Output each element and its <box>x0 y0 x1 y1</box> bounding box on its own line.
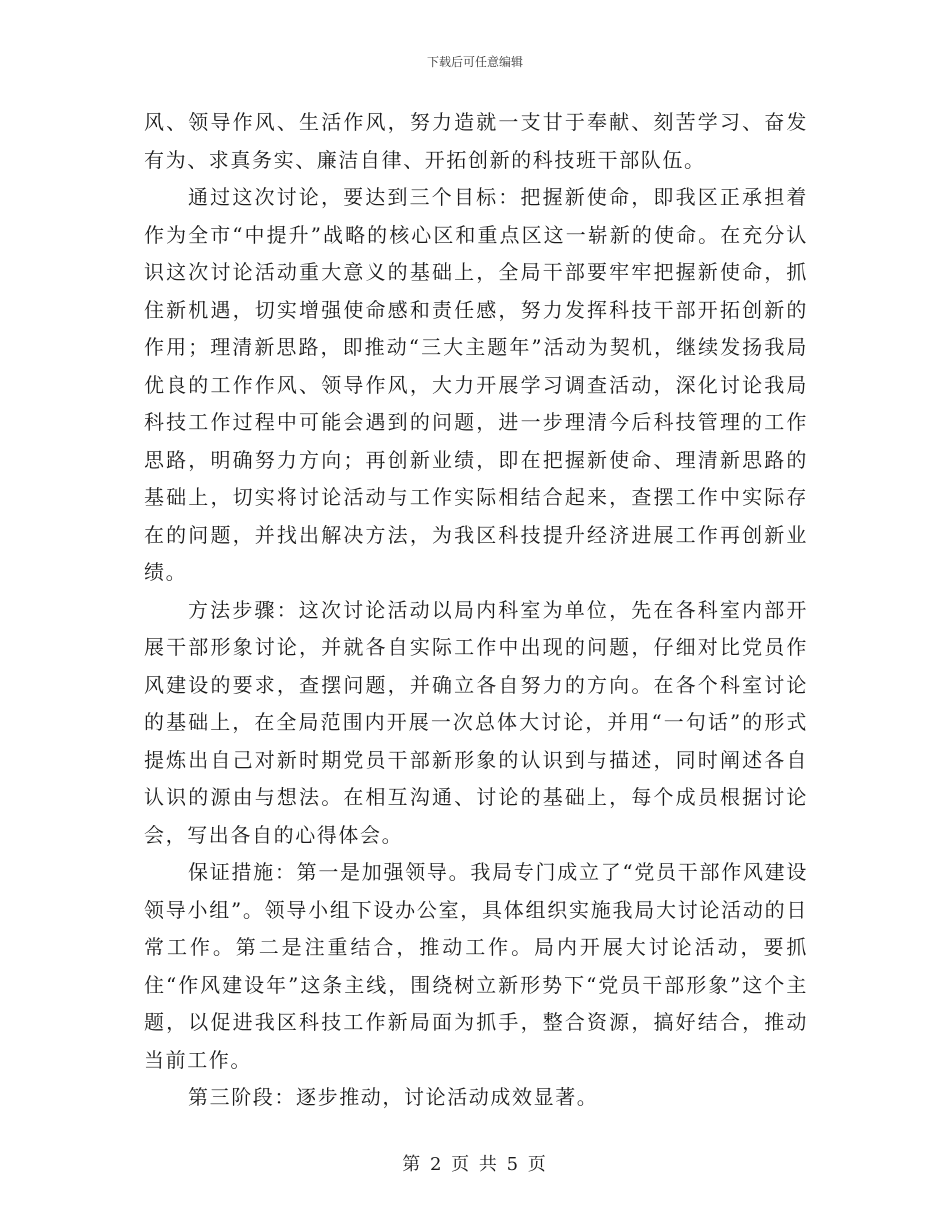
document-body <box>144 104 808 1117</box>
paragraph-4: 保证措施：第一是加强领导。我局专门成立了“党员干部作风建设领导小组”。领导小组下设办公室，具体组织实施我局大讨论活动的日常工作。第二是注重结合，推动工作。局内开展大讨论活动，要抓住“作风建设年”这条主线，围绕树立新形势下“党员干部形象”这个主题，以促进我区科技工作新局面为抓手，整合资源，搞好结合，推动当前工作。 <box>144 860 808 1072</box>
page-header: 下载后可任意编辑 <box>426 55 523 69</box>
page-footer: 第 2 页 共 5 页 <box>402 1154 548 1175</box>
paragraph-1: 风、领导作风、生活作风，努力造就一支甘于奉献、刻苦学习、奋发有为、求真务实、廉洁自律、开拓创新的科技班干部队伍。 <box>144 110 808 172</box>
paragraph-3: 方法步骤：这次讨论活动以局内科室为单位，先在各科室内部开展干部形象讨论，并就各自实际工作中出现的问题，仔细对比党员作风建设的要求，查摆问题，并确立各自努力的方向。在各个科室讨论的基础上，在全局范围内开展一次总体大讨论，并用“一句话”的形式提炼出自己对新时期党员干部新形象的认识到与描述，同时阐述各自认识的源由与想法。在相互沟通、讨论的基础上，每个成员根据讨论会，写出各自的心得体会。 <box>144 597 808 847</box>
paragraph-5: 第三阶段：逐步推动，讨论活动成效显著。 <box>188 1085 599 1109</box>
paragraph-2: 通过这次讨论，要达到三个目标：把握新使命，即我区正承担着作为全市“中提升”战略的核心区和重点区这一崭新的使命。在充分认识这次讨论活动重大意义的基础上，全局干部要牢牢把握新使命，抓住新机遇，切实增强使命感和责任感，努力发挥科技干部开拓创新的作用；理清新思路，即推动“三大主题年”活动为契机，继续发扬我局优良的工作作风、领导作风，大力开展学习调查活动，深化讨论我局科技工作过程中可能会遇到的问题，进一步理清今后科技管理的工作思路，明确努力方向；再创新业绩，即在把握新使命、理清新思路的基础上，切实将讨论活动与工作实际相结合起来，查摆工作中实际存在的问题，并找出解决方法，为我区科技提升经济进展工作再创新业绩。 <box>144 185 808 584</box>
